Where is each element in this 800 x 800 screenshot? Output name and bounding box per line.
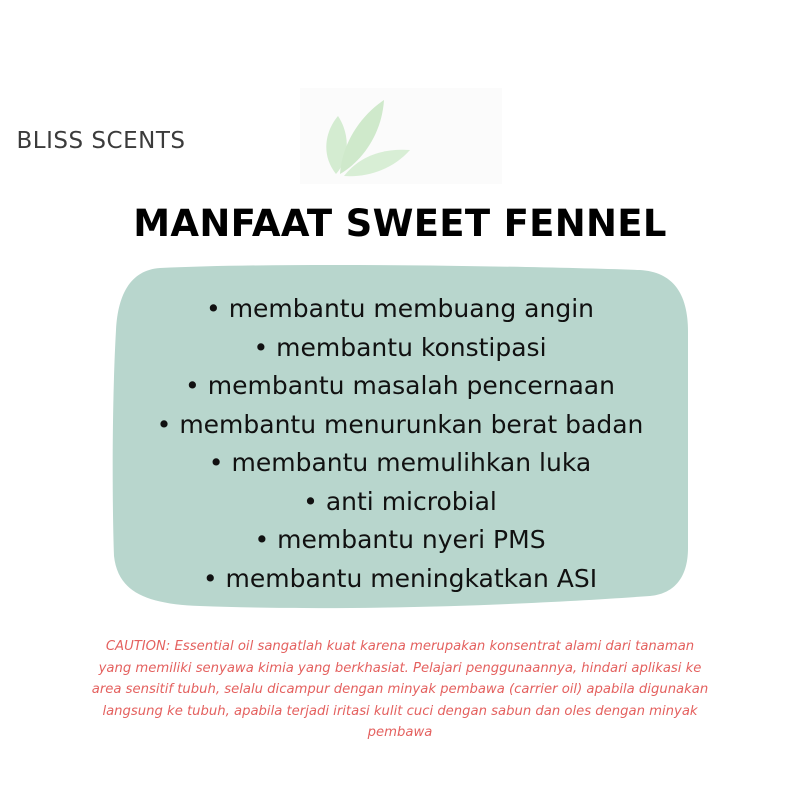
benefit-item: • membantu membuang angin [110,290,690,329]
brand-name: BLISS SCENTS [16,128,186,154]
benefit-item: • membantu masalah pencernaan [110,367,690,406]
benefit-item: • membantu meningkatkan ASI [110,560,690,599]
benefit-item: • membantu konstipasi [110,329,690,368]
benefit-item: • membantu nyeri PMS [110,521,690,560]
benefit-item: • membantu memulihkan luka [110,444,690,483]
benefits-list [110,290,690,598]
caution-text: CAUTION: Essential oil sangatlah kuat karena merupakan konsentrat alami dari tanaman yang memiliki senyawa kimia yang berkhasiat. Pelajari penggunaannya, hindari aplikasi ke area sensitif tubuh, selalu dicampur dengan minyak pembawa (carrier oil) apabila digunakan langsung ke tubuh, apabila terjadi iritasi kulit cuci dengan sabun dan oles dengan minyak pembawa [91,639,709,740]
benefit-item: • membantu menurunkan berat badan [110,406,690,445]
page-title: MANFAAT SWEET FENNEL [133,202,667,245]
benefit-item: • anti microbial [110,483,690,522]
